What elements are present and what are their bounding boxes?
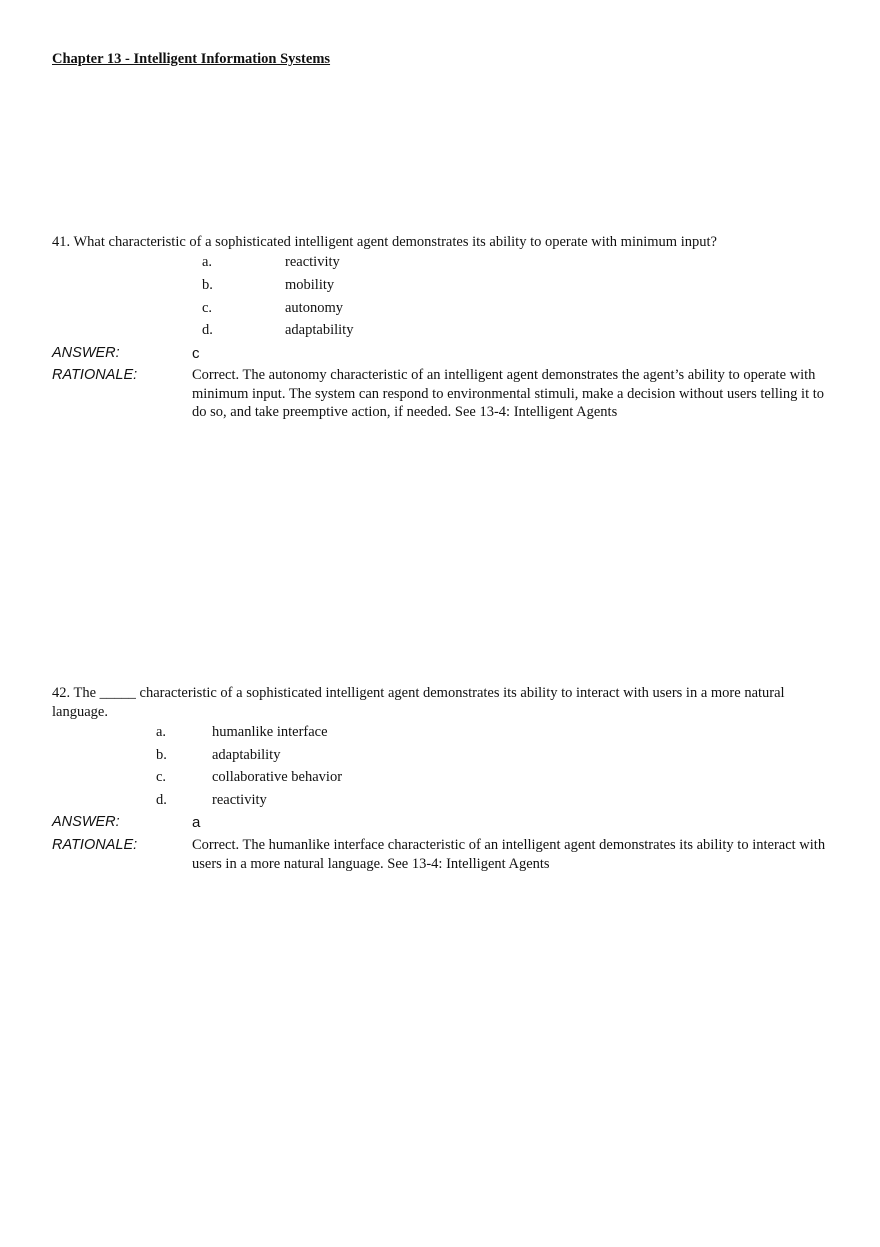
choice-text: reactivity [285,254,340,270]
choice-letter: c. [156,769,167,785]
choice-letter: d. [156,792,167,808]
choice-letter: a. [202,254,213,270]
rationale-text: Correct. The humanlike interface characteristic of an intelligent agent demonstrates its ability to interact with users in a more natural language. See 13-4: Intelligent Agents [192,837,826,872]
answer-value: a [192,814,201,831]
choice-text: reactivity [212,792,267,808]
choice-letter: a. [156,724,167,740]
rationale-text: Correct. The autonomy characteristic of an intelligent agent demonstrates the agent’s ability to operate with minimum input. The system can respond to environmental stimuli, make a decision without users telling it to do so, and take preemptive action, if needed. See 13-4: Intelligent Agents [192,367,825,420]
answer-value: c [192,345,200,362]
choice-letter: d. [202,322,213,338]
rationale-label: RATIONALE: [52,837,138,853]
question-stem: 42. The _____ characteristic of a sophisticated intelligent agent demonstrates its ability to interact with users in a more natural language. [52,685,785,720]
choice-letter: c. [202,300,213,316]
choice-text: adaptability [285,322,354,338]
choice-text: mobility [285,277,335,293]
choice-text: autonomy [285,300,343,316]
page-title: Chapter 13 - Intelligent Information Systems [52,51,331,67]
choice-text: humanlike interface [212,724,328,740]
answer-label: ANSWER: [52,345,120,361]
question-42 [52,684,832,722]
choice-text: adaptability [212,747,281,763]
choice-text: collaborative behavior [212,769,343,785]
question-41 [52,233,832,252]
rationale-label: RATIONALE: [52,367,138,383]
answer-label: ANSWER: [52,814,120,830]
question-stem: 41. What characteristic of a sophisticated intelligent agent demonstrates its ability to operate with minimum input? [52,234,717,250]
choice-letter: b. [202,277,213,293]
choice-letter: b. [156,747,167,763]
